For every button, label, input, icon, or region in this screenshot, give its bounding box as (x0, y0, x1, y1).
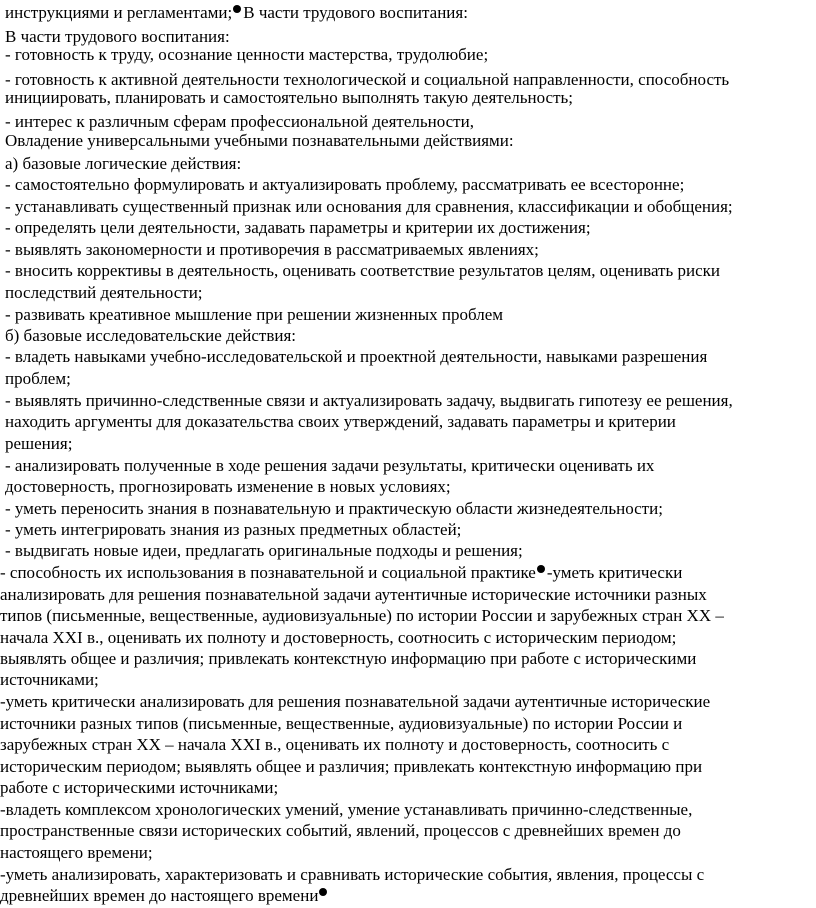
text-line (5, 154, 241, 174)
text-line (5, 347, 707, 367)
text-line (5, 175, 684, 195)
line-tail-text: В части трудового воспитания: (243, 3, 468, 22)
line-text: - готовность к активной деятельности технологической и социальной направленности, способность (5, 70, 730, 89)
line-text: работе с историческими источниками; (0, 778, 279, 797)
text-line (0, 563, 682, 583)
text-line (5, 240, 539, 260)
line-text: - готовность к труду, осознание ценности мастерства, трудолюбие; (5, 45, 489, 64)
bullet-icon (537, 565, 545, 573)
line-text: инициировать, планировать и самостоятельно выполнять такую деятельность; (5, 88, 573, 107)
line-text: - выявлять причинно-следственные связи и актуализировать задачу, выдвигать гипотезу ее решения, (5, 391, 733, 410)
bullet-icon (319, 888, 327, 896)
line-text: В части трудового воспитания: (5, 27, 230, 46)
line-text: -уметь критически анализировать для решения познавательной задачи аутентичные исторические (0, 692, 711, 711)
text-line (5, 391, 733, 411)
bullet-icon (233, 5, 241, 13)
text-line (5, 131, 514, 151)
text-line (5, 477, 451, 497)
line-text: - владеть навыками учебно-исследовательской и проектной деятельности, навыками разрешения (5, 347, 708, 366)
text-line (5, 261, 720, 281)
text-line (0, 692, 710, 712)
text-line (5, 434, 72, 454)
line-text: источниками; (0, 670, 99, 689)
text-line (5, 218, 591, 238)
text-line (5, 369, 71, 389)
line-text: б) базовые исследовательские действия: (5, 326, 297, 345)
line-text: - уметь переносить знания в познавательную и практическую области жизнедеятельности; (5, 499, 663, 518)
line-text: - развивать креативное мышление при решении жизненных проблем (5, 305, 504, 324)
text-line (5, 88, 573, 108)
text-line (5, 283, 203, 303)
text-line (5, 3, 468, 23)
text-line (5, 412, 676, 432)
line-text: анализировать для решения познавательной задачи аутентичные исторические источники разных (0, 585, 707, 604)
line-text: инструкциями и регламентами; (5, 3, 233, 22)
line-text: начала XXI в., оценивать их полноту и достоверность, соотносить с историческим периодом; (0, 628, 677, 647)
line-text: - выдвигать новые идеи, предлагать оригинальные подходы и решения; (5, 541, 523, 560)
text-line (0, 735, 669, 755)
text-line (5, 499, 663, 519)
line-text: историческим периодом; выявлять общее и различия; привлекать контекстную информацию при (0, 757, 703, 776)
line-tail-text: -уметь критически (546, 563, 683, 582)
text-line (5, 197, 733, 217)
line-text: находить аргументы для доказательства своих утверждений, задавать параметры и критерии (5, 412, 676, 431)
text-line (5, 520, 461, 540)
text-line (0, 886, 329, 906)
line-text: - уметь интегрировать знания из разных предметных областей; (5, 520, 462, 539)
text-line (5, 456, 654, 476)
line-text: проблем; (5, 369, 71, 388)
text-line (5, 305, 503, 325)
line-text: настоящего времени; (0, 843, 153, 862)
line-text: -владеть комплексом хронологических умений, умение устанавливать причинно-следственные, (0, 800, 693, 819)
line-text: - определять цели деятельности, задавать параметры и критерии их достижения; (5, 218, 591, 237)
text-line (5, 541, 523, 561)
line-text: пространственные связи исторических событий, явлений, процессов с древнейших времен до (0, 821, 681, 840)
line-text: типов (письменные, вещественные, аудиовизуальные) по истории России и зарубежных стран XX – (0, 606, 724, 625)
text-line (5, 112, 474, 132)
line-text: - самостоятельно формулировать и актуализировать проблему, рассматривать ее всесторонне; (5, 175, 685, 194)
line-text: - способность их использования в познавательной и социальной практике (0, 563, 536, 582)
text-line (5, 27, 230, 47)
line-text: зарубежных стран XX – начала XXI в., оценивать их полноту и достоверность, соотносить с (0, 735, 670, 754)
line-text: выявлять общее и различия; привлекать контекстную информацию при работе с историческими (0, 649, 697, 668)
text-line (5, 45, 488, 65)
line-text: источники разных типов (письменные, вещественные, аудиовизуальные) по истории России и (0, 714, 683, 733)
line-text: - анализировать полученные в ходе решения задачи результаты, критически оценивать их (5, 456, 655, 475)
text-line (0, 843, 153, 863)
line-text: решения; (5, 434, 73, 453)
line-text: последствий деятельности; (5, 283, 203, 302)
text-line (0, 778, 278, 798)
text-line (5, 326, 296, 346)
text-line (0, 670, 99, 690)
text-line (0, 585, 707, 605)
text-line (0, 628, 676, 648)
text-line (0, 865, 704, 885)
line-text: древнейших времен до настоящего времени (0, 886, 319, 905)
text-line (5, 70, 729, 90)
line-text: Овладение универсальными учебными познавательными действиями: (5, 131, 514, 150)
text-line (0, 800, 692, 820)
text-line (0, 757, 702, 777)
line-text: - вносить коррективы в деятельность, оценивать соответствие результатов целям, оценивать риски (5, 261, 720, 280)
line-text: -уметь анализировать, характеризовать и сравнивать исторические события, явления, процессы с (0, 865, 705, 884)
text-line (0, 821, 681, 841)
text-line (0, 714, 682, 734)
line-text: - выявлять закономерности и противоречия в рассматриваемых явлениях; (5, 240, 539, 259)
text-line (0, 606, 724, 626)
line-text: достоверность, прогнозировать изменение в новых условиях; (5, 477, 451, 496)
text-line (0, 649, 696, 669)
line-text: а) базовые логические действия: (5, 154, 242, 173)
line-text: - интерес к различным сферам профессиональной деятельности, (5, 112, 474, 131)
line-text: - устанавливать существенный признак или основания для сравнения, классификации и обобщения; (5, 197, 733, 216)
